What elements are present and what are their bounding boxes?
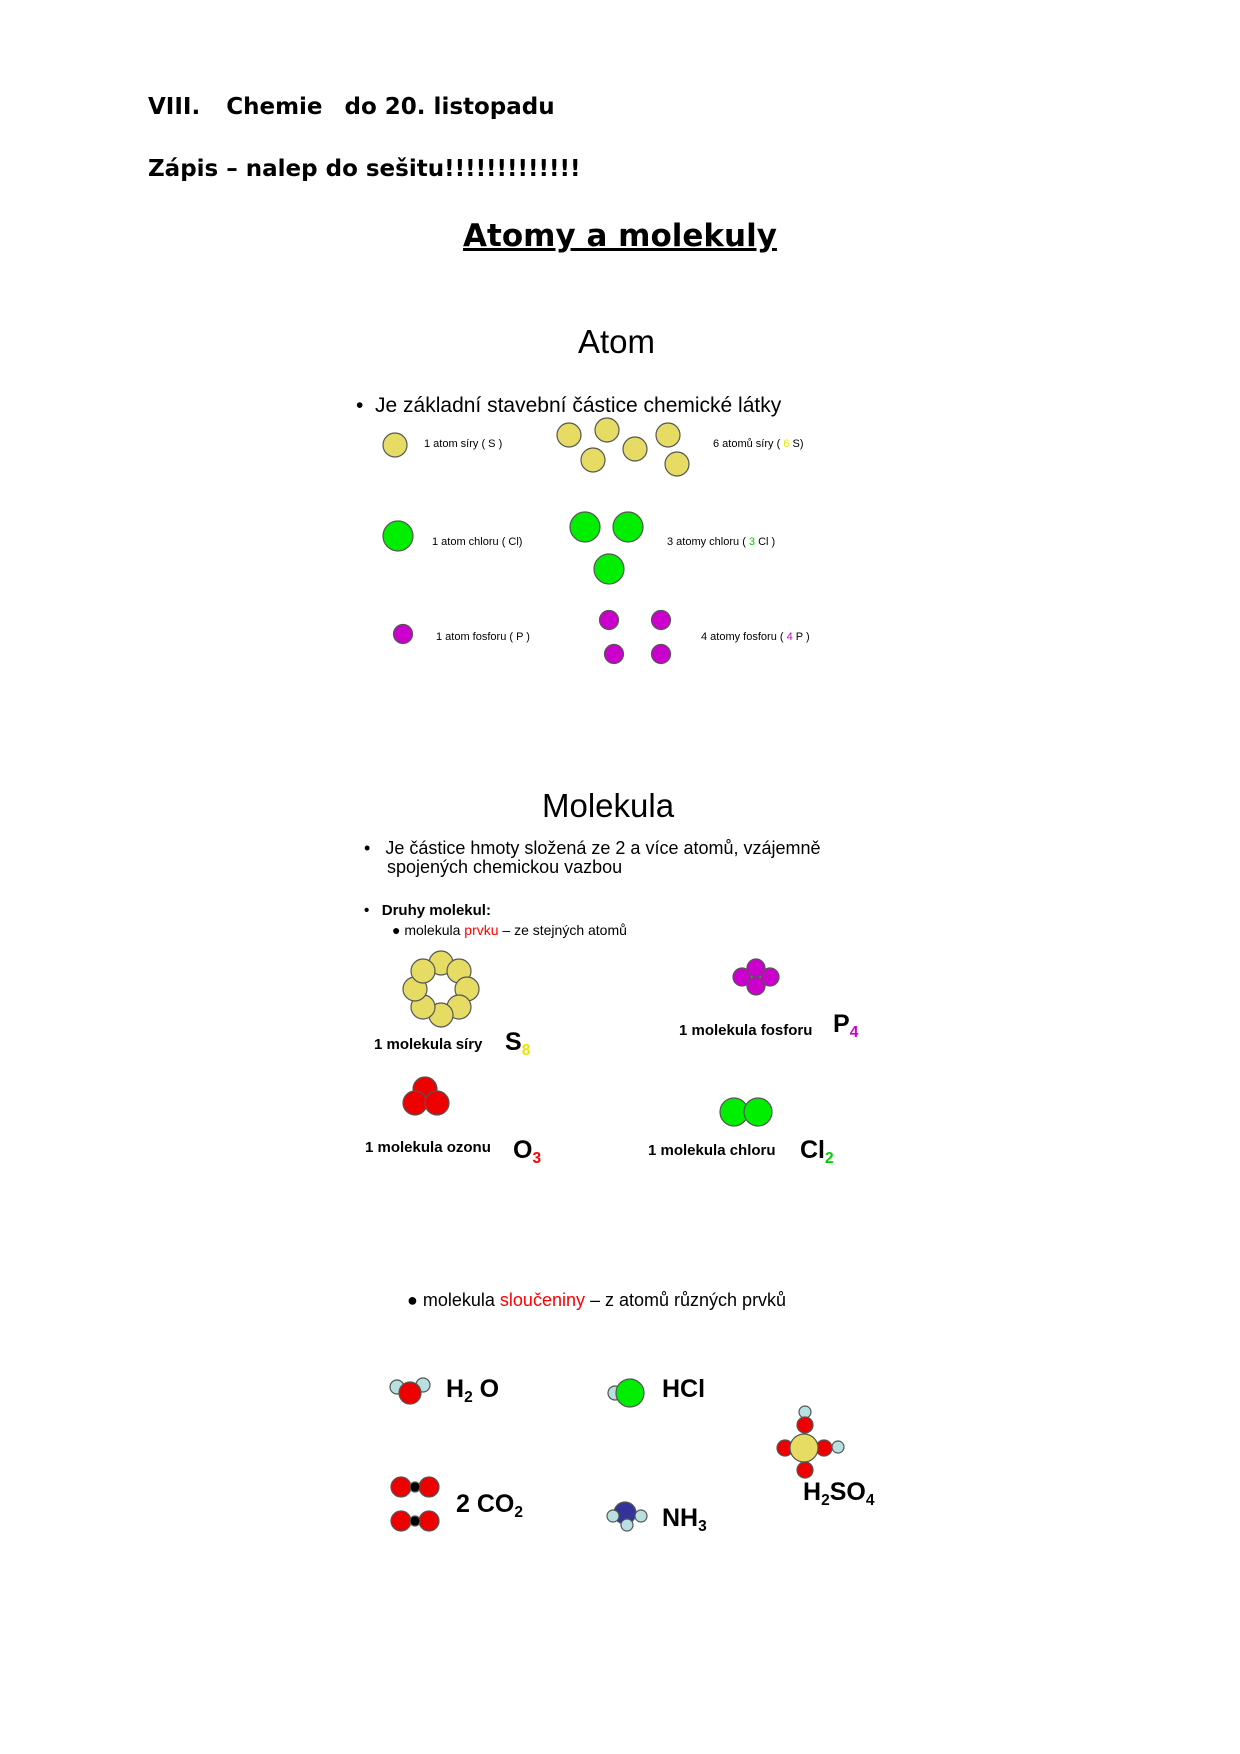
formula-hcl: HCl — [662, 1375, 706, 1403]
formula-h2so4: $H_2SO_4$ — [803, 1478, 875, 1510]
cl2-atom — [744, 1098, 772, 1126]
label-1-atom-phosphorus: 1 atom fosforu ( P ) — [436, 631, 530, 643]
h2so4-sulfur — [790, 1434, 818, 1462]
co2-oxygen — [419, 1511, 439, 1531]
h2so4-oxygen — [797, 1462, 813, 1478]
h2so4-oxygen — [797, 1417, 813, 1433]
sulfur-atom — [623, 437, 647, 461]
formula-cl2: $Cl_2$ — [800, 1136, 834, 1168]
chlorine-atom — [570, 512, 600, 542]
phosphorus-atom — [652, 611, 671, 630]
h2so4-hydrogen — [799, 1406, 811, 1418]
formula-nh3: $NH_3$ — [662, 1504, 707, 1536]
chlorine-atom-single — [383, 521, 413, 551]
h2so4-hydrogen — [832, 1441, 844, 1453]
p4-atom — [747, 977, 765, 995]
sulfur-atom — [665, 452, 689, 476]
co2-oxygen — [391, 1477, 411, 1497]
deadline-text: do 20. listopadu — [344, 94, 555, 120]
co2-carbon — [410, 1516, 420, 1526]
phosphorus-atom — [605, 645, 624, 664]
sulfur-atom — [595, 418, 619, 442]
hcl-chlorine — [616, 1379, 644, 1407]
formula-p4: $P_4$ — [833, 1010, 859, 1042]
nh3-hydrogen — [607, 1510, 619, 1522]
atom-definition: • Je základní stavební částice chemické látky — [356, 394, 782, 417]
label-1-atom-chlorine: 1 atom chloru ( Cl) — [432, 536, 523, 548]
sulfur-atom-single — [383, 433, 407, 457]
label-ozone-molecule: 1 molekula ozonu — [365, 1139, 491, 1156]
section-number: VIII. — [148, 94, 201, 120]
formula-co2: 2 $CO_2$ — [456, 1490, 523, 1522]
phosphorus-atom — [652, 645, 671, 664]
co2-oxygen — [391, 1511, 411, 1531]
phosphorus-atom — [600, 611, 619, 630]
element-molecule-subheading: ● molekula prvku – ze stejných atomů — [392, 922, 627, 938]
p4-atom — [747, 959, 765, 977]
sulfur-atom — [557, 423, 581, 447]
label-6-atoms-sulfur: 6 atomů síry ( 6 S) — [713, 438, 804, 450]
o3-atom — [425, 1091, 449, 1115]
atom-slide-title: Atom — [578, 323, 656, 360]
label-chlorine-molecule: 1 molekula chloru — [648, 1142, 776, 1159]
o3-atom — [403, 1091, 427, 1115]
nh3-hydrogen — [635, 1510, 647, 1522]
s8-atom — [411, 959, 435, 983]
label-3-atoms-chlorine: 3 atomy chloru ( 3 Cl ) — [667, 536, 776, 548]
label-sulfur-molecule: 1 molekula síry — [374, 1036, 483, 1053]
co2-carbon — [410, 1482, 420, 1492]
molecule-definition: • Je částice hmoty složená ze 2 a více atomů, vzájemně spojených chemickou vazbou — [364, 838, 821, 877]
instruction-line: Zápis – nalep do sešitu!!!!!!!!!!!!! — [148, 156, 581, 182]
chlorine-atom — [594, 554, 624, 584]
formula-h2o: $H_2$ O — [446, 1375, 500, 1407]
nh3-hydrogen — [621, 1519, 633, 1531]
co2-oxygen — [419, 1477, 439, 1497]
formula-o3: $O_3$ — [513, 1136, 542, 1168]
molecule-slide-title: Molekula — [542, 787, 675, 824]
label-1-atom-sulfur: 1 atom síry ( S ) — [424, 438, 503, 450]
formula-s8: $S_8$ — [505, 1028, 531, 1060]
molecule-types-heading: • Druhy molekul: — [364, 902, 491, 919]
h2o-oxygen — [399, 1382, 421, 1404]
phosphorus-atom-single — [394, 625, 413, 644]
atom-definition-text: Je základní stavební částice chemické látky — [375, 394, 782, 417]
subject-name: Chemie — [226, 94, 323, 120]
sulfur-atom — [581, 448, 605, 472]
compound-molecule-subheading: ● molekula sloučeniny – z atomů různých prvků — [407, 1290, 787, 1310]
label-4-atoms-phosphorus: 4 atomy fosforu ( 4 P ) — [701, 631, 810, 643]
sulfur-atom — [656, 423, 680, 447]
document-title: Atomy a molekuly — [463, 218, 777, 254]
label-phosphorus-molecule: 1 molekula fosforu — [679, 1022, 813, 1039]
chlorine-atom — [613, 512, 643, 542]
